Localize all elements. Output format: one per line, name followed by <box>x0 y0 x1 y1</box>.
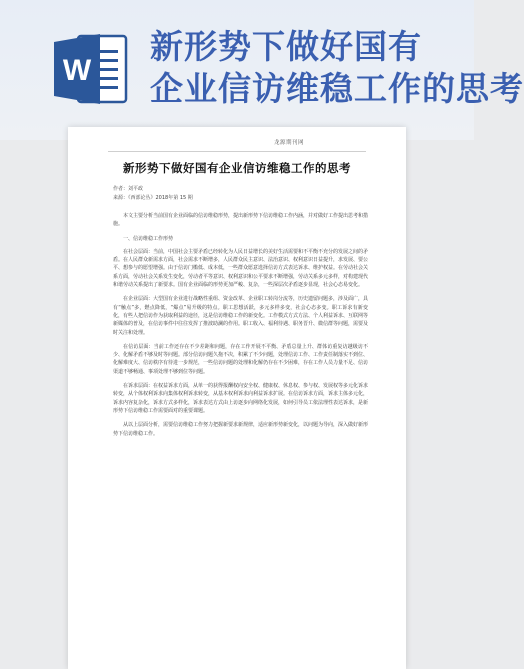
banner-title <box>150 26 524 116</box>
journal-name: 龙源期刊网 <box>273 140 304 146</box>
svg-text:W: W <box>62 54 92 87</box>
word-document-icon <box>52 30 130 108</box>
body-paragraph: 在诉求层面：在权益诉求方面，从单一的获得报酬权向安全权、健康权、休息权、参与权、发展权等多元化诉求转变，从个体权利诉求向集体权利诉求转变，从基本权利诉求向利益诉求扩展。在信访诉求方面，诉求主体多元化，诉求内容复杂化，诉求方式多样化，诉求表达方式由上访逐步向网络化发展，如何引导员工依法理性表达诉求，是新形势下信访维稳工作需要面对的重要课题。 <box>113 383 369 414</box>
section-heading: 一、信访维稳工作形势 <box>123 235 174 242</box>
body-paragraph: 在企业层面：大型国有企业进行战略性重组、资金改革、企业职工转岗分流等，历史遗留问题多，涉及面广，具有“触点”多，燃点降低，“爆点”易升级的特点。职工思想活跃，多元多样多变，社会心态多变。职工诉求有新变化，有些人把信访作为获取利益的途径，这是信访维稳工作的新变化。工作模式方式方法、个人利益诉求、互联网等新媒体的普及，在信访事件中往往发挥了推波助澜的作用。职工收入、福利待遇、职务晋升、微信群等问题，需要及时关注和处理。 <box>113 296 369 336</box>
body-paragraph: 从以上层面分析，需要信访维稳工作努力把握新要求新规律，适应新形势新变化，以问题为导向，深入做好新形势下信访维稳工作。 <box>113 422 369 437</box>
source-line: 来源：《西部论丛》2018年第 15 期 <box>113 195 193 201</box>
header-divider <box>108 151 366 152</box>
document-title: 新形势下做好国有企业信访维稳工作的思考 <box>123 161 351 175</box>
body-paragraph: 在社会层面：当前，中国社会主要矛盾已经转化为人民日益增长的美好生活需要和不平衡不充分的发展之间的矛盾。在人民群众新需求方面，社会需求不断增多，人民群众民主意识、法治意识、权利意识日益提升，求发展、要公平、想参与的愿望增强。由于信访门槛低、成本低，一些群众愿意选择信访方式表达诉求、维护权益。在劳动社会关系方面，劳动社会关系发生变化，劳动者平等意识、权利意识和公平要求不断增强，劳动关系多元多样，对构建现代和谐劳动关系提出了新要求。国有企业面临的形势更加严峻、复杂，一些深层次矛盾逐步显现，社会心态易变化。 <box>113 248 369 289</box>
document-page <box>68 127 406 669</box>
banner-title-line-1: 新形势下做好国有 <box>150 27 422 66</box>
document-meta <box>113 185 193 203</box>
header-banner <box>0 0 524 140</box>
abstract-paragraph: 本文主要分析当前国有企业面临的信访维稳形势，提出新形势下信访维稳工作内涵，并对做好工作提出思考和措施。 <box>113 213 369 228</box>
author-line: 作者：刘平政 <box>113 186 144 192</box>
banner-title-line-2: 企业信访维稳工作的思考 <box>150 69 524 108</box>
body-paragraph: 在信访层面：当前工作还存在不少差距和问题，存在工作开展不平衡、矛盾总量上升、群体访重复访越级访不少、化解矛盾不够及时等问题。部分信访问题久拖不决，积累了不少问题，处理信访工作、工作责任制落实不到位、化解难度大、信访秩序有待进一步规范，一些信访问题的处理和化解仍存在不少困难，存在工作人员力量不足、信访渠道不够畅通、事项处理不够到位等问题。 <box>113 343 369 375</box>
document-body <box>113 212 368 444</box>
